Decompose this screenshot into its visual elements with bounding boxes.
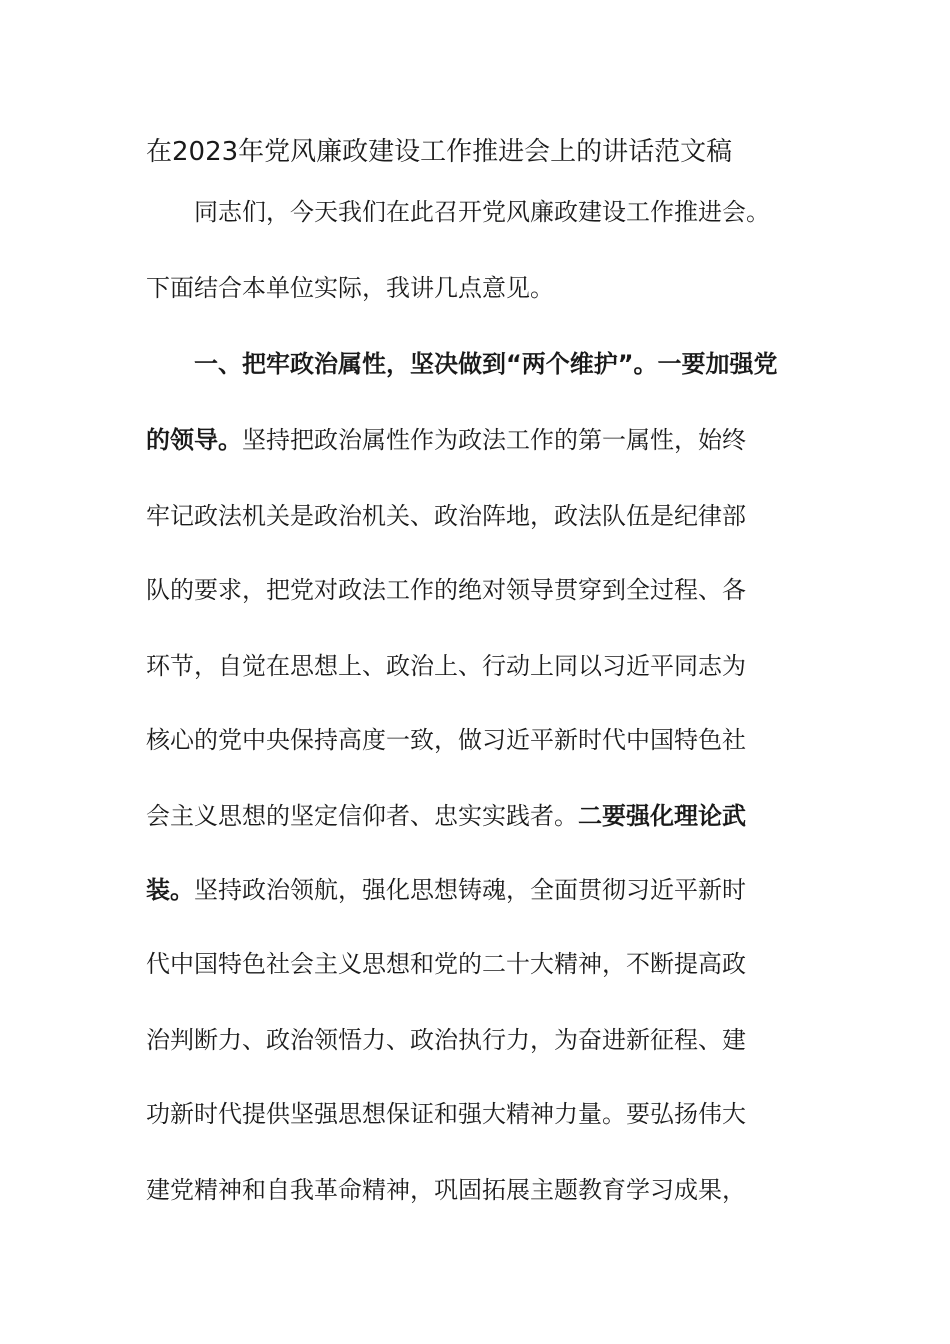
section1-line-5: 环节，自觉在思想上、政治上、行动上同以习近平同志为 bbox=[146, 652, 746, 680]
section1-line-2-text: 坚持把政治属性作为政法工作的第一属性，始终 bbox=[242, 426, 746, 454]
section1-line-7 bbox=[146, 798, 746, 834]
section1-line-4: 队的要求，把党对政法工作的绝对领导贯穿到全过程、各 bbox=[146, 576, 746, 604]
section1-line-9: 代中国特色社会主义思想和党的二十大精神，不断提高政 bbox=[146, 950, 746, 978]
section1-subheading-2-end: 装。 bbox=[146, 876, 194, 904]
section1-line-6: 核心的党中央保持高度一致，做习近平新时代中国特色社 bbox=[146, 726, 746, 754]
section1-line-8 bbox=[146, 872, 746, 908]
section1-line-3: 牢记政法机关是政治机关、政治阵地，政法队伍是纪律部 bbox=[146, 502, 746, 530]
section1-subheading-2-start: 二要强化理论武 bbox=[578, 802, 746, 830]
section1-line-8-text: 坚持政治领航，强化思想铸魂，全面贯彻习近平新时 bbox=[194, 876, 746, 904]
section1-line-10: 治判断力、政治领悟力、政治执行力，为奋进新征程、建 bbox=[146, 1026, 746, 1054]
document-title: 在2023年党风廉政建设工作推进会上的讲话范文稿 bbox=[146, 137, 733, 167]
section1-line-7-text: 会主义思想的坚定信仰者、忠实实践者。 bbox=[146, 802, 578, 830]
section1-subheading-1-end: 的领导。 bbox=[146, 426, 242, 454]
section1-line-11: 功新时代提供坚强思想保证和强大精神力量。要弘扬伟大 bbox=[146, 1100, 746, 1128]
intro-line-2: 下面结合本单位实际，我讲几点意见。 bbox=[146, 274, 554, 302]
section1-heading-line-1: 一、把牢政治属性，坚决做到“两个维护”。一要加强党 bbox=[194, 350, 778, 378]
section1-line-12: 建党精神和自我革命精神，巩固拓展主题教育学习成果， bbox=[146, 1176, 746, 1204]
intro-line-1: 同志们，今天我们在此召开党风廉政建设工作推进会。 bbox=[194, 198, 770, 226]
section1-line-2 bbox=[146, 422, 746, 458]
